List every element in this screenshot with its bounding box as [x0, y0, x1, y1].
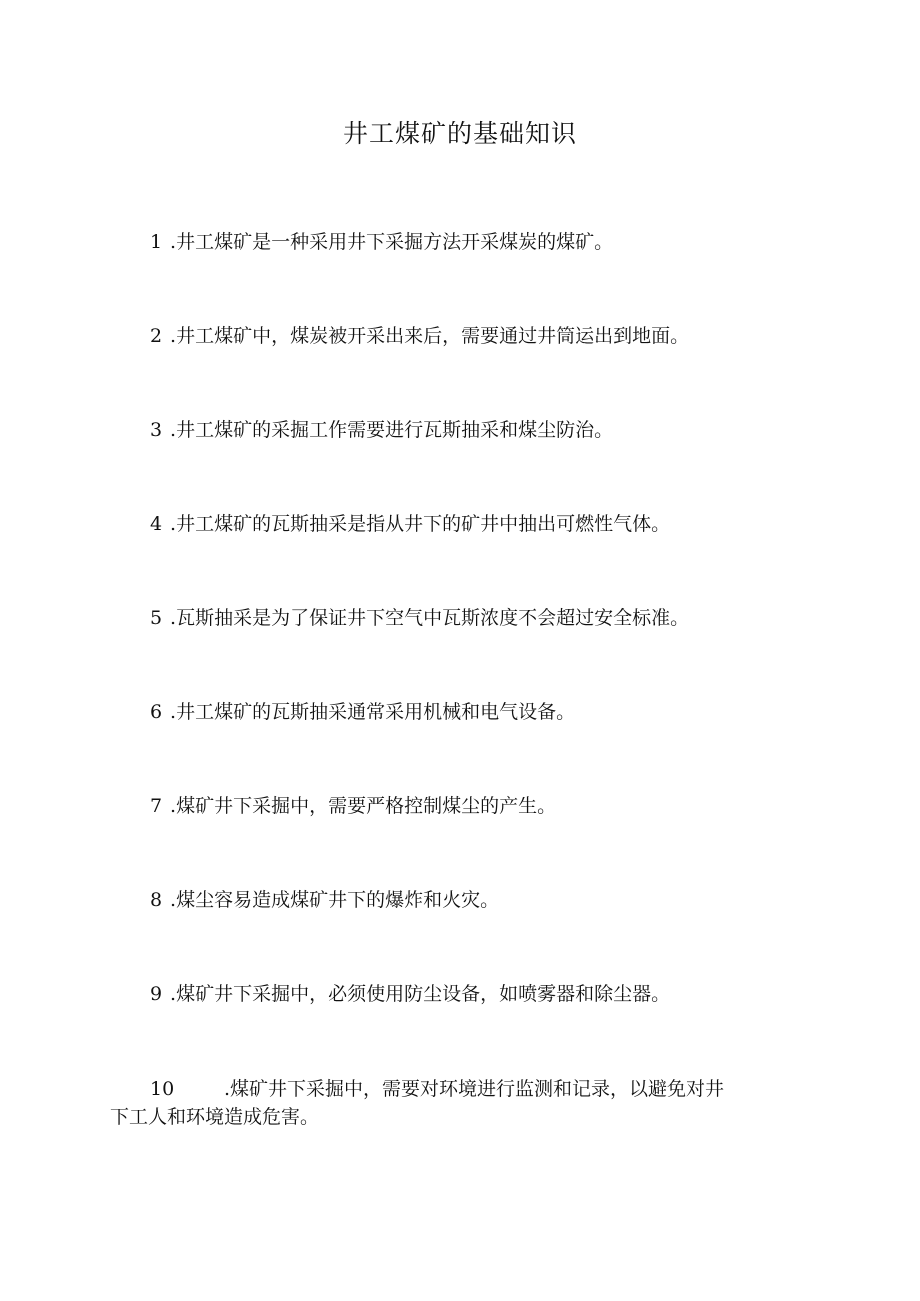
item-number: 1 [150, 231, 163, 253]
item-text: .煤矿井下采掘中，需要严格控制煤尘的产生。 [170, 795, 557, 817]
item-number: 2 [150, 325, 163, 347]
list-item [150, 604, 689, 632]
item-text: .井工煤矿的采掘工作需要进行瓦斯抽采和煤尘防治。 [170, 419, 614, 441]
list-item [150, 698, 575, 726]
item-text: .瓦斯抽采是为了保证井下空气中瓦斯浓度不会超过安全标准。 [170, 607, 690, 629]
item-text-line1: .煤矿井下采掘中，需要对环境进行监测和记录，以避免对井 [224, 1078, 725, 1100]
list-item [150, 792, 556, 820]
document-title: 井工煤矿的基础知识 [342, 119, 577, 148]
list-item [150, 980, 670, 1008]
item-number: 10 [150, 1078, 175, 1100]
item-text: .煤尘容易造成煤矿井下的爆炸和火灾。 [170, 889, 500, 911]
list-item [150, 416, 613, 444]
list-item [110, 1075, 810, 1131]
item-text: .井工煤矿中，煤炭被开采出来后，需要通过井筒运出到地面。 [170, 325, 690, 347]
list-item [150, 228, 613, 256]
item-number: 6 [150, 701, 163, 723]
item-number: 9 [150, 983, 163, 1005]
item-number: 7 [150, 795, 163, 817]
list-item [150, 886, 499, 914]
item-number: 5 [150, 607, 163, 629]
item-text: .井工煤矿的瓦斯抽采通常采用机械和电气设备。 [170, 701, 576, 723]
item-text: .井工煤矿的瓦斯抽采是指从井下的矿井中抽出可燃性气体。 [170, 513, 671, 535]
item-text: .井工煤矿是一种采用井下采掘方法开采煤炭的煤矿。 [170, 231, 614, 253]
item-number: 8 [150, 889, 163, 911]
list-item [150, 510, 670, 538]
item-number: 4 [150, 513, 163, 535]
item-number: 3 [150, 419, 163, 441]
list-item [150, 322, 689, 350]
item-text: .煤矿井下采掘中，必须使用防尘设备，如喷雾器和除尘器。 [170, 983, 671, 1005]
item-text-line2: 下工人和环境造成危害。 [110, 1106, 320, 1128]
